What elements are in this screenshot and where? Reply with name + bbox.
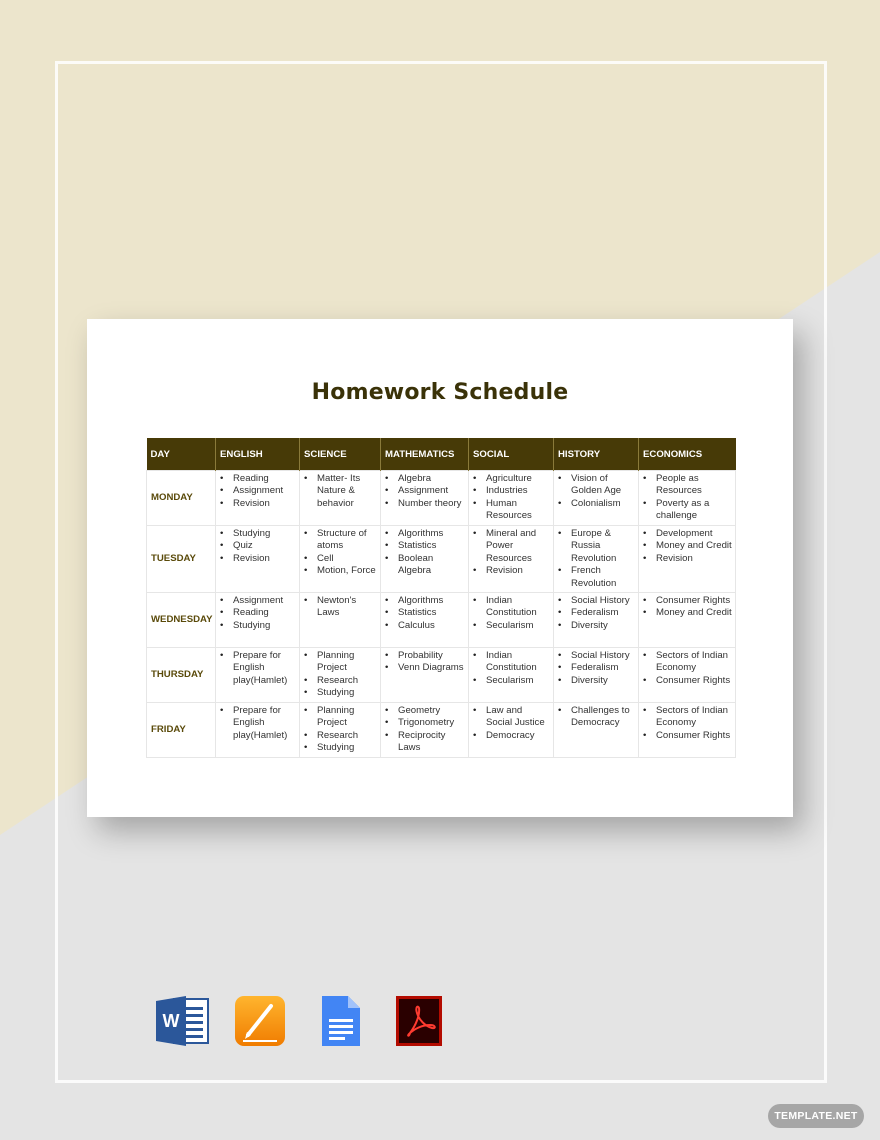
topic-list: [642, 650, 733, 687]
topic-item: • Human Resources: [486, 498, 551, 523]
subject-cell: [216, 593, 300, 648]
day-cell: WEDNESDAY: [147, 593, 216, 648]
topic-item: • Revision: [233, 498, 297, 510]
topic-item: • Research: [317, 675, 378, 687]
table-row: [147, 471, 736, 526]
topic-item: • Studying: [317, 742, 378, 754]
subject-cell: [381, 471, 469, 526]
day-cell: FRIDAY: [147, 703, 216, 758]
subject-cell: [469, 526, 554, 593]
topic-list: [219, 473, 297, 510]
topic-list: [384, 650, 466, 675]
topic-item: • Industries: [486, 485, 551, 497]
topic-item: • Democracy: [486, 730, 551, 742]
header-social: SOCIAL: [469, 438, 554, 471]
topic-item: • Prepare for English play(Hamlet): [233, 650, 297, 687]
header-english: ENGLISH: [216, 438, 300, 471]
topic-item: • Matter- Its Nature & behavior: [317, 473, 378, 510]
topic-item: • Challenges to Democracy: [571, 705, 636, 730]
topic-list: [219, 705, 297, 742]
topic-item: • Revision: [233, 553, 297, 565]
topic-list: [642, 473, 733, 523]
homework-schedule-table: [146, 438, 736, 758]
topic-item: • French Revolution: [571, 565, 636, 590]
topic-list: [557, 705, 636, 730]
topic-item: • Studying: [233, 620, 297, 632]
topic-item: • Calculus: [398, 620, 466, 632]
topic-item: • Trigonometry: [398, 717, 466, 729]
topic-list: [472, 705, 551, 742]
topic-list: [219, 595, 297, 632]
topic-item: • Assignment: [398, 485, 466, 497]
table-row: [147, 648, 736, 703]
pages-icon[interactable]: [234, 995, 286, 1047]
topic-item: • Diversity: [571, 675, 636, 687]
topic-item: • Motion, Force: [317, 565, 378, 577]
subject-cell: [216, 703, 300, 758]
topic-list: [303, 595, 378, 620]
subject-cell: [639, 648, 736, 703]
word-icon[interactable]: [154, 995, 206, 1047]
subject-cell: [216, 526, 300, 593]
topic-item: • Indian Constitution: [486, 650, 551, 675]
topic-item: • Revision: [486, 565, 551, 577]
subject-cell: [381, 648, 469, 703]
subject-cell: [554, 526, 639, 593]
topic-item: • Mineral and Power Resources: [486, 528, 551, 565]
subject-cell: [639, 593, 736, 648]
topic-item: • Algebra: [398, 473, 466, 485]
pdf-icon[interactable]: [394, 995, 446, 1047]
subject-cell: [381, 593, 469, 648]
topic-list: [219, 528, 297, 565]
topic-list: [303, 528, 378, 578]
topic-item: • Money and Credit: [656, 540, 733, 552]
subject-cell: [469, 593, 554, 648]
topic-list: [384, 705, 466, 755]
topic-list: [219, 650, 297, 687]
topic-item: • Federalism: [571, 607, 636, 619]
topic-item: • Prepare for English play(Hamlet): [233, 705, 297, 742]
table-row: [147, 593, 736, 648]
table-row: [147, 526, 736, 593]
topic-item: • Agriculture: [486, 473, 551, 485]
subject-cell: [639, 471, 736, 526]
topic-item: • Diversity: [571, 620, 636, 632]
subject-cell: [300, 703, 381, 758]
topic-list: [384, 528, 466, 578]
topic-item: • Federalism: [571, 662, 636, 674]
subject-cell: [554, 471, 639, 526]
topic-item: • Research: [317, 730, 378, 742]
topic-list: [303, 650, 378, 700]
topic-item: • Assignment: [233, 485, 297, 497]
topic-item: • Structure of atoms: [317, 528, 378, 553]
topic-item: • Boolean Algebra: [398, 553, 466, 578]
topic-list: [384, 595, 466, 632]
topic-item: • Money and Credit: [656, 607, 733, 619]
day-cell: MONDAY: [147, 471, 216, 526]
topic-item: • Consumer Rights: [656, 730, 733, 742]
topic-item: • Quiz: [233, 540, 297, 552]
topic-item: • Statistics: [398, 540, 466, 552]
topic-list: [557, 595, 636, 632]
subject-cell: [639, 526, 736, 593]
subject-cell: [300, 648, 381, 703]
topic-item: • People as Resources: [656, 473, 733, 498]
topic-list: [472, 650, 551, 687]
subject-cell: [639, 703, 736, 758]
topic-item: • Secularism: [486, 675, 551, 687]
subject-cell: [469, 703, 554, 758]
topic-item: • Secularism: [486, 620, 551, 632]
topic-item: • Probability: [398, 650, 466, 662]
subject-cell: [554, 648, 639, 703]
table-row: [147, 703, 736, 758]
topic-item: • Social History: [571, 650, 636, 662]
topic-item: • Algorithms: [398, 528, 466, 540]
topic-list: [472, 473, 551, 523]
subject-cell: [554, 593, 639, 648]
topic-item: • Poverty as a challenge: [656, 498, 733, 523]
topic-item: • Law and Social Justice: [486, 705, 551, 730]
table-header-row: [147, 438, 736, 471]
subject-cell: [216, 471, 300, 526]
format-icons: [154, 995, 474, 1047]
topic-item: • Studying: [233, 528, 297, 540]
topic-item: • Number theory: [398, 498, 466, 510]
topic-item: • Vision of Golden Age: [571, 473, 636, 498]
topic-list: [642, 595, 733, 620]
topic-item: • Geometry: [398, 705, 466, 717]
topic-list: [642, 705, 733, 742]
google-docs-icon[interactable]: [314, 995, 366, 1047]
topic-item: • Social History: [571, 595, 636, 607]
topic-item: • Planning Project: [317, 650, 378, 675]
header-history: HISTORY: [554, 438, 639, 471]
topic-item: • Venn Diagrams: [398, 662, 466, 674]
topic-item: • Consumer Rights: [656, 595, 733, 607]
subject-cell: [469, 648, 554, 703]
day-cell: TUESDAY: [147, 526, 216, 593]
subject-cell: [381, 526, 469, 593]
topic-item: • Assignment: [233, 595, 297, 607]
topic-item: • Indian Constitution: [486, 595, 551, 620]
topic-item: • Europe & Russia Revolution: [571, 528, 636, 565]
subject-cell: [469, 471, 554, 526]
topic-list: [472, 528, 551, 578]
topic-item: • Reciprocity Laws: [398, 730, 466, 755]
topic-item: • Sectors of Indian Economy: [656, 705, 733, 730]
subject-cell: [300, 593, 381, 648]
subject-cell: [216, 648, 300, 703]
topic-list: [303, 705, 378, 755]
topic-item: • Reading: [233, 607, 297, 619]
topic-list: [472, 595, 551, 632]
topic-item: • Newton's Laws: [317, 595, 378, 620]
header-science: SCIENCE: [300, 438, 381, 471]
subject-cell: [300, 471, 381, 526]
topic-list: [303, 473, 378, 510]
subject-cell: [381, 703, 469, 758]
subject-cell: [554, 703, 639, 758]
topic-item: • Colonialism: [571, 498, 636, 510]
topic-item: • Studying: [317, 687, 378, 699]
topic-list: [557, 528, 636, 590]
topic-item: • Revision: [656, 553, 733, 565]
topic-item: • Consumer Rights: [656, 675, 733, 687]
topic-list: [642, 528, 733, 565]
topic-item: • Planning Project: [317, 705, 378, 730]
topic-item: • Reading: [233, 473, 297, 485]
day-cell: THURSDAY: [147, 648, 216, 703]
template-net-watermark[interactable]: TEMPLATE.NET: [768, 1104, 864, 1128]
topic-item: • Cell: [317, 553, 378, 565]
header-economics: ECONOMICS: [639, 438, 736, 471]
document-title: Homework Schedule: [311, 380, 569, 405]
topic-list: [384, 473, 466, 510]
header-mathematics: MATHEMATICS: [381, 438, 469, 471]
subject-cell: [300, 526, 381, 593]
svg-text:W: W: [162, 1011, 180, 1031]
topic-item: • Development: [656, 528, 733, 540]
topic-list: [557, 473, 636, 510]
topic-item: • Statistics: [398, 607, 466, 619]
header-day: DAY: [147, 438, 216, 471]
topic-item: • Algorithms: [398, 595, 466, 607]
topic-list: [557, 650, 636, 687]
topic-item: • Sectors of Indian Economy: [656, 650, 733, 675]
